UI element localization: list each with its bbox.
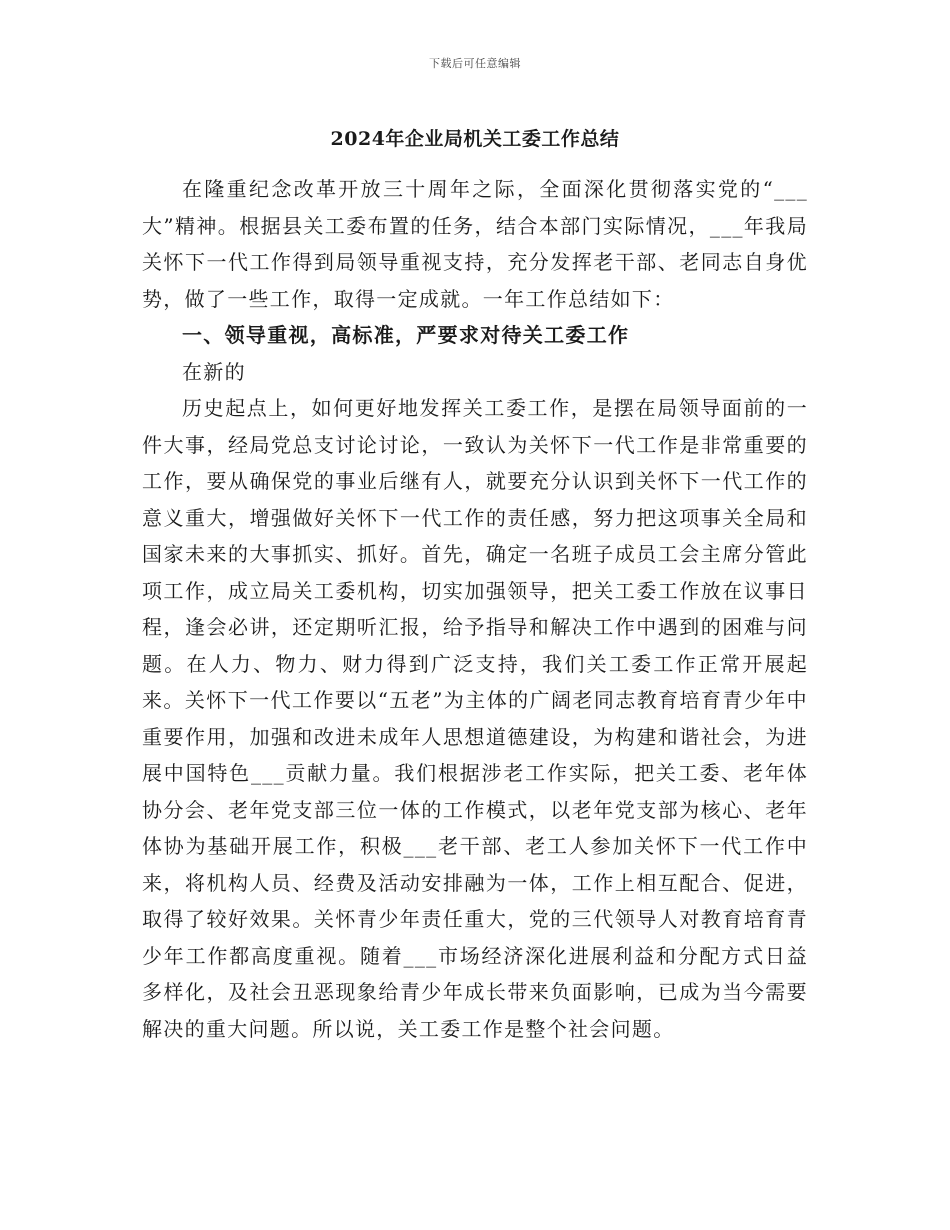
main-paragraph: 历史起点上，如何更好地发挥关工委工作，是摆在局领导面前的一件大事，经局党总支讨论讨论，一致认为关怀下一代工作是非常重要的工作，要从确保党的事业后继有人，就要充分认识到关怀下一代工作的意义重大，增强做好关怀下一代工作的责任感，努力把这项事关全局和国家未来的大事抓实、抓好。首先，确定一名班子成员工会主席分管此项工作，成立局关工委机构，切实加强领导，把关工委工作放在议事日程，逢会必讲，还定期听汇报，给予指导和解决工作中遇到的困难与问题。在人力、物力、财力得到广泛支持，我们关工委工作正常开展起来。关怀下一代工作要以“五老”为主体的广阔老同志教育培育青少年中重要作用，加强和改进未成年人思想道德建设，为构建和谐社会，为进展中国特色___贡献力量。我们根据涉老工作实际，把关工委、老年体协分会、老年党支部三位一体的工作模式，以老年党支部为核心、老年体协为基础开展工作，积极___老干部、老工人参加关怀下一代工作中来，将机构人员、经费及活动安排融为一体，工作上相互配合、促进，取得了较好效果。关怀青少年责任重大，党的三代领导人对教育培育青少年工作都高度重视。随着___市场经济深化进展利益和分配方式日益多样化，及社会丑恶现象给青少年成长带来负面影响，已成为当今需要解决的重大问题。所以说，关工委工作是整个社会问题。 bbox=[142, 396, 808, 1041]
intro-paragraph: 在隆重纪念改革开放三十周年之际，全面深化贯彻落实党的“___大”精神。根据县关工委布置的任务，结合本部门实际情况，___年我局关怀下一代工作得到局领导重视支持，充分发挥老干部、老同志自身优势，做了一些工作，取得一定成就。一年工作总结如下： bbox=[142, 177, 808, 311]
header-note: 下载后可任意编辑 bbox=[429, 57, 521, 70]
section-heading: 一、领导重视，高标准，严要求对待关工委工作 bbox=[182, 323, 630, 347]
document-title: 2024年企业局机关工委工作总结 bbox=[330, 128, 620, 150]
document-body bbox=[142, 171, 808, 1047]
short-paragraph: 在新的 bbox=[182, 359, 246, 384]
